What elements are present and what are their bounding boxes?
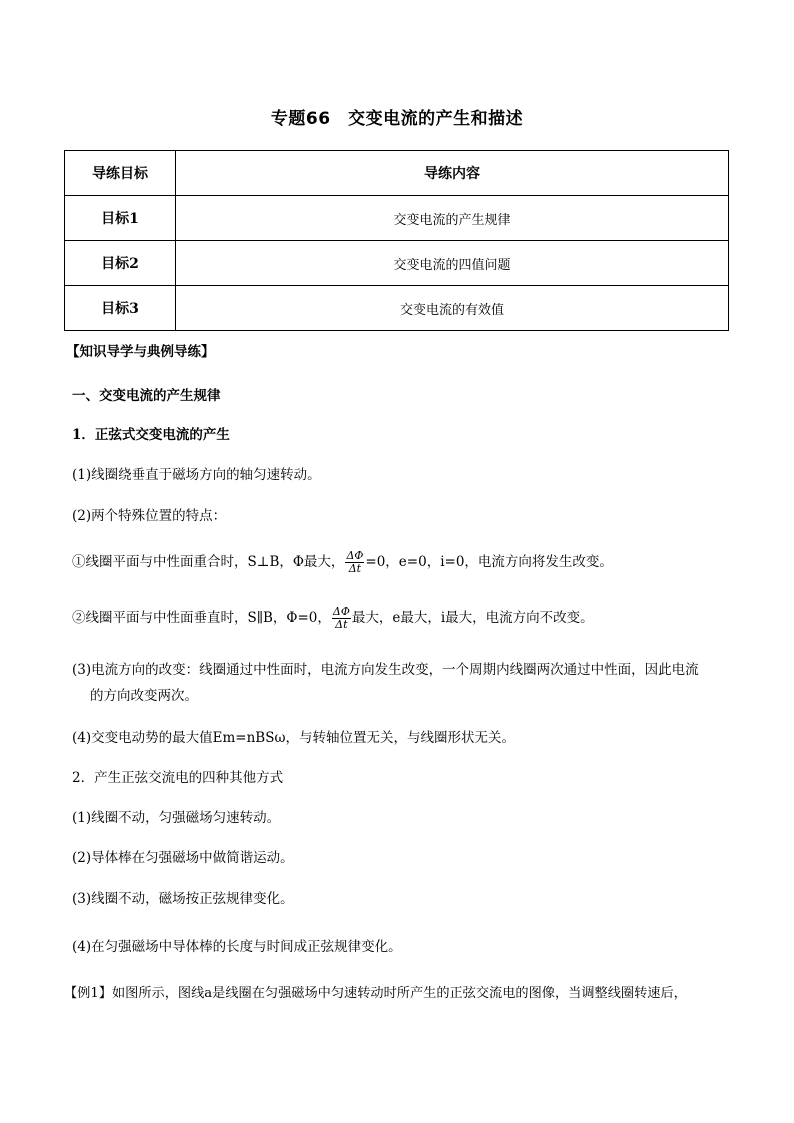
- table-cell-content: 交变电流的四值问题: [176, 241, 729, 286]
- formula-text: ①线圈平面与中性面重合时，S⊥B，Φ最大，: [72, 554, 345, 570]
- table-header-goal: 导练目标: [65, 151, 176, 196]
- table-row: [65, 196, 729, 241]
- table-header-row: [65, 151, 729, 196]
- formula-text: 最大，e最大，i最大，电流方向不改变。: [351, 610, 594, 626]
- table-cell-content: 交变电流的有效值: [176, 286, 729, 331]
- table-cell-content: 交变电流的产生规律: [176, 196, 729, 241]
- goals-table: [64, 150, 729, 331]
- subsection-heading: 1．正弦式交变电流的产生: [72, 427, 230, 443]
- example-text: 【例1】如图所示，图线a是线圈在匀强磁场中匀速转动时所产生的正弦交流电的图像，当调整线圈转速后，: [64, 986, 687, 1001]
- fraction: [332, 606, 351, 631]
- paragraph: (3)线圈不动，磁场按正弦规律变化。: [72, 891, 294, 907]
- table-cell-goal: 目标3: [65, 286, 176, 331]
- table-row: [65, 286, 729, 331]
- fraction-denominator: Δt: [348, 562, 362, 575]
- paragraph: (3)电流方向的改变：线圈通过中性面时，电流方向发生改变，一个周期内线圈两次通过中性面，因此电流: [72, 662, 699, 678]
- paragraph: (2)两个特殊位置的特点：: [72, 508, 227, 524]
- paragraph: (4)在匀强磁场中导体棒的长度与时间成正弦规律变化。: [72, 939, 402, 955]
- fraction-numerator: ΔΦ: [332, 605, 350, 618]
- formula-text: =0，e=0，i=0，电流方向将发生改变。: [365, 554, 613, 570]
- paragraph-formula: [72, 606, 734, 631]
- formula-text: ②线圈平面与中性面垂直时，S∥B，Φ=0，: [72, 610, 331, 626]
- page-title: 专题66 交变电流的产生和描述: [270, 109, 524, 129]
- subsection-heading: 2．产生正弦交流电的四种其他方式: [72, 770, 284, 786]
- paragraph: (1)线圈绕垂直于磁场方向的轴匀速转动。: [72, 467, 321, 483]
- table-header-content: 导练内容: [176, 151, 729, 196]
- table-cell-goal: 目标1: [65, 196, 176, 241]
- fraction-denominator: Δt: [335, 618, 348, 631]
- fraction: [345, 550, 364, 575]
- paragraph: (4)交变电动势的最大值Em=nBSω，与转轴位置无关，与线圈形状无关。: [72, 730, 515, 746]
- section-heading: 【知识导学与典例导练】: [66, 344, 215, 360]
- paragraph: (1)线圈不动，匀强磁场匀速转动。: [72, 810, 281, 826]
- fraction-numerator: ΔΦ: [346, 549, 364, 562]
- part-heading: 一、交变电流的产生规律: [72, 388, 221, 404]
- table-cell-goal: 目标2: [65, 241, 176, 286]
- paragraph-formula: [72, 550, 734, 575]
- paragraph: (2)导体棒在匀强磁场中做简谐运动。: [72, 850, 294, 866]
- table-row: [65, 241, 729, 286]
- paragraph-continuation: 的方向改变两次。: [90, 688, 198, 704]
